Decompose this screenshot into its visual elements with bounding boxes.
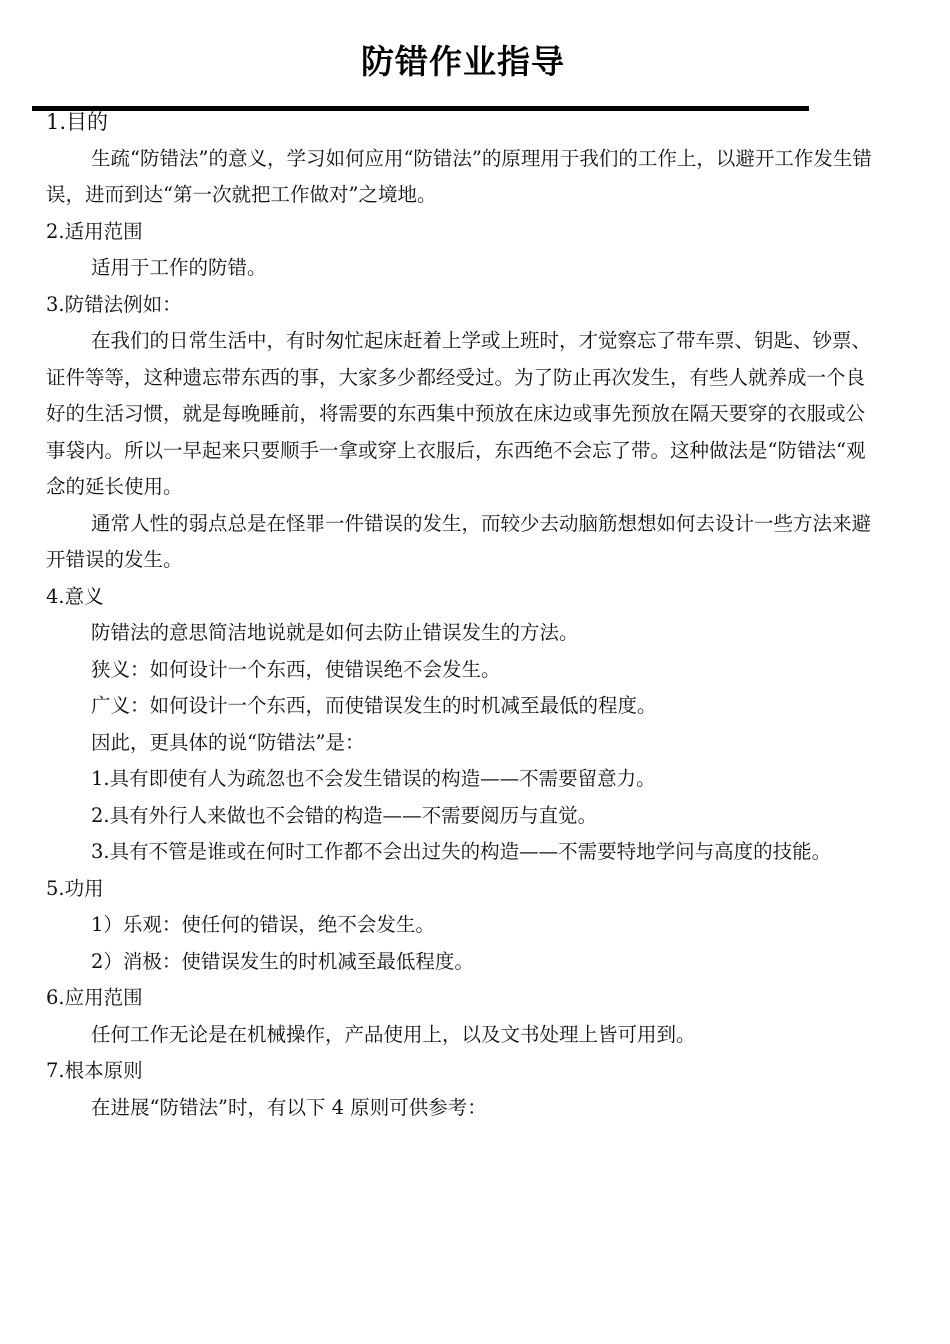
paragraph: 任何工作无论是在机械操作，产品使用上，以及文书处理上皆可用到。 — [91, 1022, 696, 1046]
list-item: 2.具有外行人来做也不会错的构造——不需要阅历与直觉。 — [91, 803, 598, 827]
document-body — [46, 104, 878, 1126]
section-heading-meaning: 4.意义 — [46, 584, 104, 608]
section-heading-principles: 7.根本原则 — [46, 1059, 143, 1082]
list-item: 3.具有不管是谁或在何时工作都不会出过失的构造——不需要特地学问与高度的技能。 — [91, 840, 832, 863]
paragraph: 广义：如何设计一个东西，而使错误发生的时机减至最低的程度。 — [91, 694, 657, 717]
list-item: 1）乐观：使任何的错误，绝不会发生。 — [91, 913, 435, 936]
section-heading-example: 3.防错法例如： — [46, 292, 182, 316]
paragraph: 在进展“防错法”时，有以下 4 原则可供参考： — [91, 1095, 487, 1119]
paragraph: 因此，更具体的说“防错法”是： — [91, 730, 365, 754]
section-heading-purpose: 1.目的 — [46, 110, 109, 134]
paragraph: 在我们的日常生活中，有时匆忙起床赶着上学或上班时，才觉察忘了带车票、钥匙、钞票、证件等等，这种遗忘带东西的事，大家多少都经受过。为了防止再次发生，有些人就养成一个良好的生活习惯，就是每晚睡前，将需要的东西集中预放在床边或事先预放在隔天要穿的衣服或公事袋内。所以一早起来只要顺手一拿或穿上衣服后，东西绝不会忘了带。这种做法是“防错法“观念的延长使用。 — [46, 329, 872, 498]
paragraph: 生疏“防错法”的意义，学习如何应用“防错法”的原理用于我们的工作上，以避开工作发生错误，进而到达“第一次就把工作做对”之境地。 — [46, 146, 872, 206]
list-item: 2）消极：使错误发生的时机减至最低程度。 — [91, 949, 474, 973]
paragraph: 防错法的意思简洁地说就是如何去防止错误发生的方法。 — [91, 621, 579, 644]
section-heading-scope: 2.适用范围 — [46, 219, 143, 243]
page-title: 防错作业指导 — [361, 42, 565, 81]
list-item: 1.具有即使有人为疏忽也不会发生错误的构造——不需要留意力。 — [91, 767, 656, 790]
section-heading-application: 6.应用范围 — [46, 986, 143, 1009]
paragraph: 狭义：如何设计一个东西，使错误绝不会发生。 — [91, 657, 501, 681]
paragraph: 适用于工作的防错。 — [91, 256, 267, 279]
paragraph: 通常人性的弱点总是在怪罪一件错误的发生，而较少去动脑筋想想如何去设计一些方法来避开错误的发生。 — [46, 511, 872, 571]
section-heading-function: 5.功用 — [46, 876, 104, 900]
